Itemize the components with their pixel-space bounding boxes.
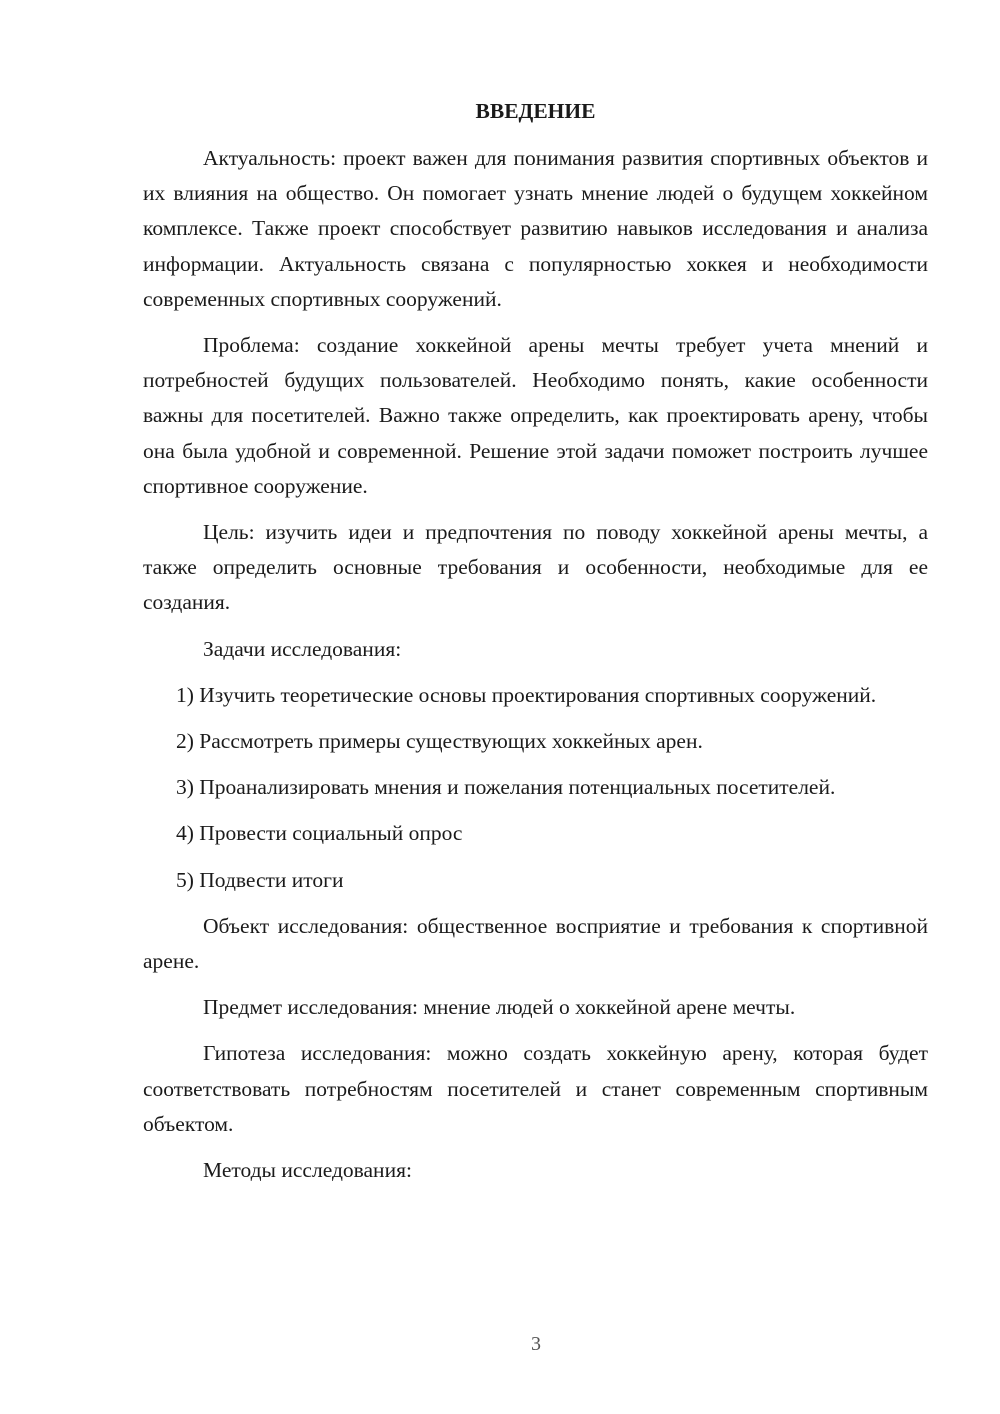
object-paragraph: Объект исследования: общественное восприятие и требования к спортивной арене. xyxy=(143,913,928,974)
task-item-3: 3) Проанализировать мнения и пожелания потенциальных посетителей. xyxy=(176,775,836,800)
task-item-2: 2) Рассмотреть примеры существующих хоккейных арен. xyxy=(176,729,703,754)
task-item-1: 1) Изучить теоретические основы проектирования спортивных сооружений. xyxy=(176,682,877,707)
document-body xyxy=(143,94,928,1199)
task-item-5: 5) Подвести итоги xyxy=(176,867,344,892)
tasks-title: Задачи исследования: xyxy=(203,636,402,661)
methods-title: Методы исследования: xyxy=(203,1158,412,1183)
goal-paragraph: Цель: изучить идеи и предпочтения по поводу хоккейной арены мечты, а также определить основные требования и особенности, необходимые для ее создания. xyxy=(143,520,928,615)
hypothesis-paragraph: Гипотеза исследования: можно создать хоккейную арену, которая будет соответствовать потребностям посетителей и станет современным спортивным объектом. xyxy=(143,1041,928,1136)
subject-paragraph: Предмет исследования: мнение людей о хоккейной арене мечты. xyxy=(203,995,796,1020)
page-number: 3 xyxy=(531,1333,541,1355)
section-heading: ВВЕДЕНИЕ xyxy=(475,99,596,123)
task-item-4: 4) Провести социальный опрос xyxy=(176,821,463,846)
problem-paragraph: Проблема: создание хоккейной арены мечты требует учета мнений и потребностей будущих пользователей. Необходимо понять, какие особенности важны для посетителей. Важно также определить, как проектировать арену, чтобы она была удобной и современной. Решение этой задачи поможет построить лучшее спортивное сооружение. xyxy=(143,333,928,498)
relevance-paragraph: Актуальность: проект важен для понимания развития спортивных объектов и их влияния на общество. Он помогает узнать мнение людей о будущем хоккейном комплексе. Также проект способствует развитию навыков исследования и анализа информации. Актуальность связана с популярностью хоккея и необходимости современных спортивных сооружений. xyxy=(143,146,928,311)
